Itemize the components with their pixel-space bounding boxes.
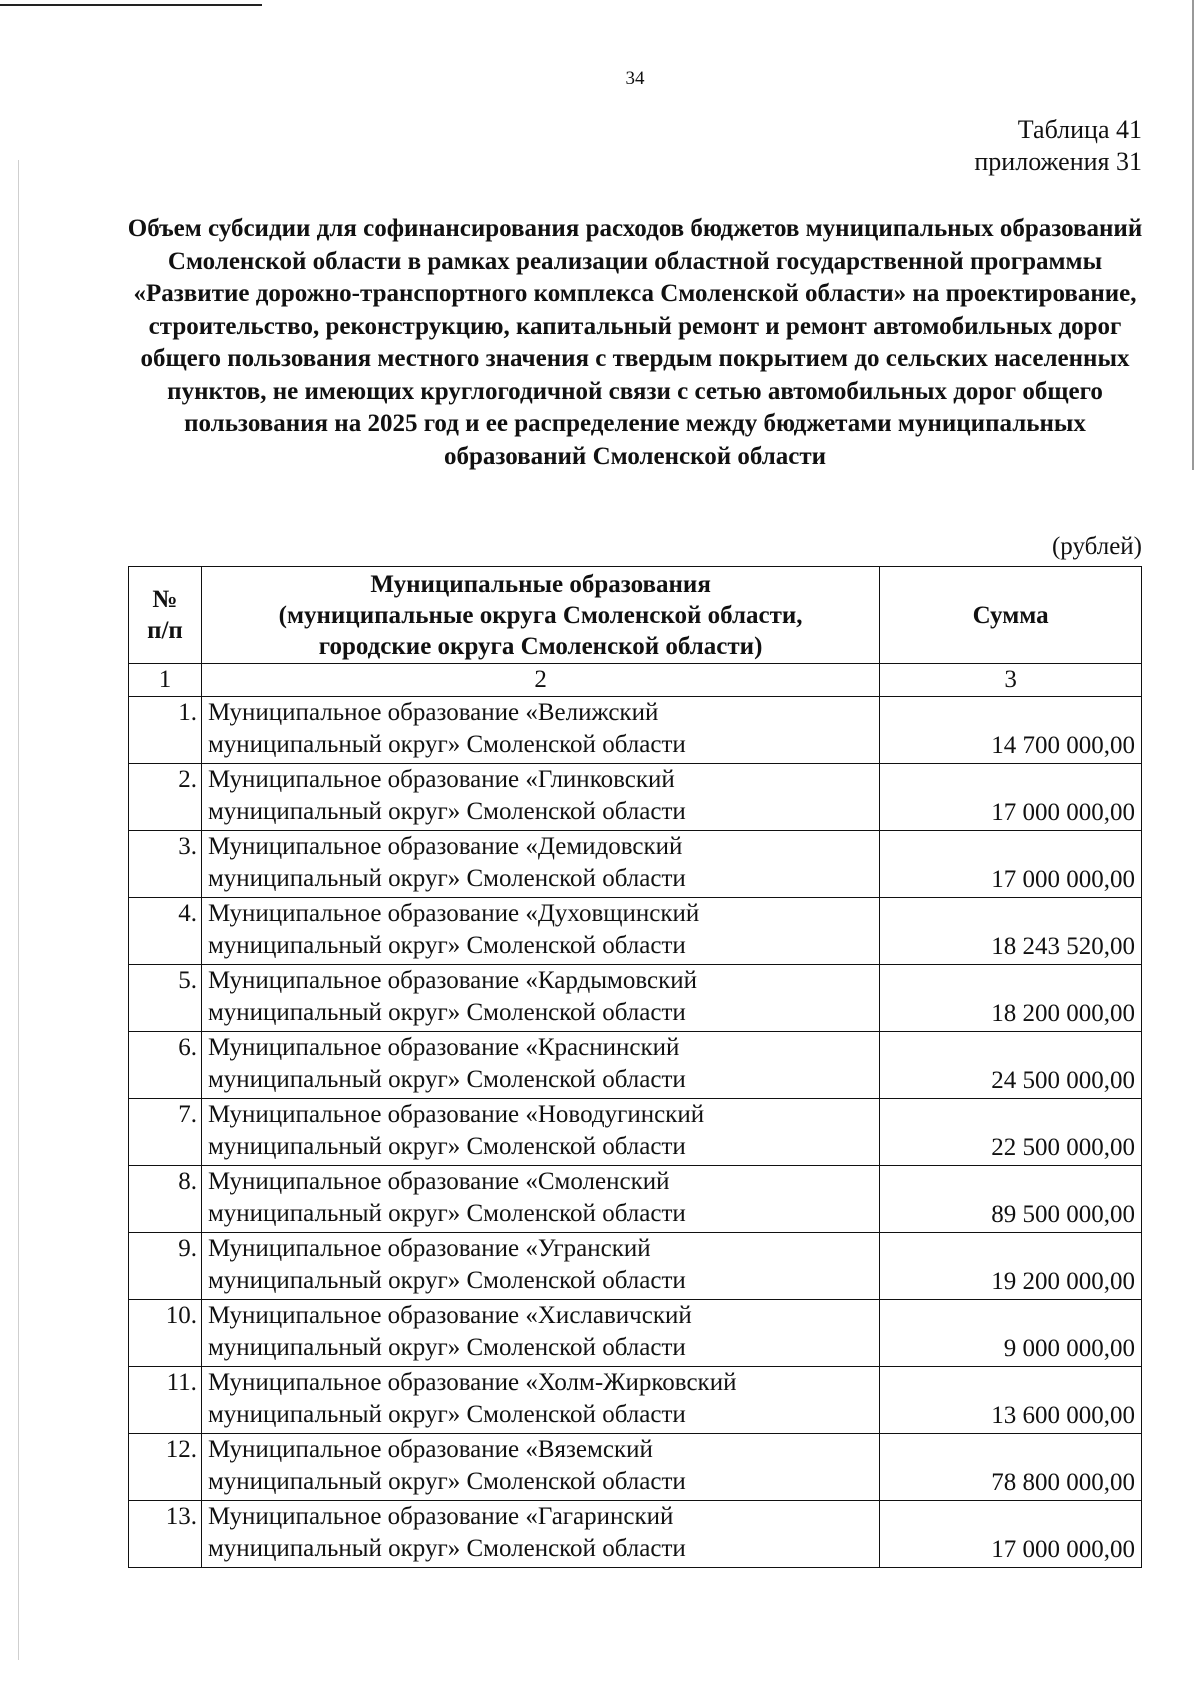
municipality-name-line2: муниципальный округ» Смоленской области xyxy=(207,932,686,959)
column-index-cell: 1 xyxy=(129,664,202,697)
municipality-name-line2: муниципальный округ» Смоленской области xyxy=(207,1267,686,1294)
row-number: 10. xyxy=(129,1300,202,1367)
table-row xyxy=(129,898,1142,965)
units-label: (рублей) xyxy=(1051,533,1142,560)
table-row xyxy=(129,831,1142,898)
municipality-name-line2: муниципальный округ» Смоленской области xyxy=(207,1066,686,1093)
municipality-name xyxy=(201,764,879,831)
municipality-name xyxy=(201,831,879,898)
table-row xyxy=(129,697,1142,764)
subsidy-amount: 18 243 520,00 xyxy=(880,898,1142,965)
row-number: 2. xyxy=(129,764,202,831)
municipality-name-line2: муниципальный округ» Смоленской области xyxy=(207,1200,686,1227)
header-sum: Сумма xyxy=(880,567,1142,664)
table-row xyxy=(129,1367,1142,1434)
subsidy-amount: 19 200 000,00 xyxy=(880,1233,1142,1300)
subsidy-amount: 9 000 000,00 xyxy=(880,1300,1142,1367)
table-row xyxy=(129,1032,1142,1099)
column-index-row xyxy=(129,664,1142,697)
municipality-name xyxy=(201,1434,879,1501)
municipality-name-line2: муниципальный округ» Смоленской области xyxy=(207,1535,686,1562)
subsidy-amount: 17 000 000,00 xyxy=(880,831,1142,898)
municipality-name-line1: Муниципальное образование «Холм-Жирковский xyxy=(207,1369,737,1396)
municipality-name-line1: Муниципальное образование «Краснинский xyxy=(207,1034,680,1061)
row-number: 6. xyxy=(129,1032,202,1099)
column-index-cell: 3 xyxy=(880,664,1142,697)
municipality-name-line1: Муниципальное образование «Вяземский xyxy=(207,1436,653,1463)
scan-edge-mark-top xyxy=(0,4,262,6)
table-row xyxy=(129,764,1142,831)
municipality-name-line1: Муниципальное образование «Глинковский xyxy=(207,766,675,793)
subsidy-table xyxy=(128,566,1142,1568)
header-municipality: Муниципальные образования (муниципальные округа Смоленской области, городские округа Смоленской области) xyxy=(201,567,879,664)
subsidy-amount: 13 600 000,00 xyxy=(880,1367,1142,1434)
table-reference-line1: Таблица 41 xyxy=(1017,115,1142,144)
row-number: 4. xyxy=(129,898,202,965)
municipality-name xyxy=(201,1367,879,1434)
table-header-row xyxy=(129,567,1142,664)
municipality-name xyxy=(201,1099,879,1166)
municipality-name-line1: Муниципальное образование «Угранский xyxy=(207,1235,651,1262)
municipality-name-line2: муниципальный округ» Смоленской области xyxy=(207,1401,686,1428)
table-row xyxy=(129,1233,1142,1300)
subsidy-amount: 89 500 000,00 xyxy=(880,1166,1142,1233)
row-number: 11. xyxy=(129,1367,202,1434)
municipality-name xyxy=(201,1233,879,1300)
table-row xyxy=(129,1501,1142,1568)
row-number: 12. xyxy=(129,1434,202,1501)
row-number: 1. xyxy=(129,697,202,764)
municipality-name xyxy=(201,1501,879,1568)
municipality-name xyxy=(201,1300,879,1367)
subsidy-amount: 14 700 000,00 xyxy=(880,697,1142,764)
municipality-name-line1: Муниципальное образование «Гагаринский xyxy=(207,1503,674,1530)
municipality-name-line1: Муниципальное образование «Демидовский xyxy=(207,833,683,860)
column-index-cell: 2 xyxy=(201,664,879,697)
row-number: 3. xyxy=(129,831,202,898)
subsidy-amount: 18 200 000,00 xyxy=(880,965,1142,1032)
municipality-name-line1: Муниципальное образование «Велижский xyxy=(207,699,659,726)
subsidy-amount: 17 000 000,00 xyxy=(880,1501,1142,1568)
table-row xyxy=(129,1300,1142,1367)
municipality-name-line2: муниципальный округ» Смоленской области xyxy=(207,865,686,892)
municipality-name-line2: муниципальный округ» Смоленской области xyxy=(207,1468,686,1495)
table-reference xyxy=(974,114,1142,178)
row-number: 5. xyxy=(129,965,202,1032)
row-number: 13. xyxy=(129,1501,202,1568)
subsidy-amount: 22 500 000,00 xyxy=(880,1099,1142,1166)
subsidy-amount: 24 500 000,00 xyxy=(880,1032,1142,1099)
row-number: 8. xyxy=(129,1166,202,1233)
row-number: 9. xyxy=(129,1233,202,1300)
table-reference-line2: приложения 31 xyxy=(974,147,1142,176)
municipality-name-line2: муниципальный округ» Смоленской области xyxy=(207,731,686,758)
municipality-name xyxy=(201,965,879,1032)
municipality-name-line1: Муниципальное образование «Духовщинский xyxy=(207,900,700,927)
table-row xyxy=(129,1434,1142,1501)
municipality-name-line1: Муниципальное образование «Смоленский xyxy=(207,1168,670,1195)
row-number: 7. xyxy=(129,1099,202,1166)
table-row xyxy=(129,1099,1142,1166)
scan-edge-mark-left xyxy=(18,160,19,1660)
document-title: Объем субсидии для софинансирования расходов бюджетов муниципальных образований Смоленской области в рамках реализации областной государственной программы «Развитие дорожно-транспортного комплекса Смоленской области» на проектирование, строительство, реконструкцию, капитальный ремонт и ремонт автомобильных дорог общего пользования местного значения с твердым покрытием до сельских населенных пунктов, не имеющих круглогодичной связи с сетью автомобильных дорог общего пользования на 2025 год и ее распределение между бюджетами муниципальных образований Смоленской области xyxy=(127,215,1143,470)
municipality-name-line1: Муниципальное образование «Хиславичский xyxy=(207,1302,692,1329)
page-number: 34 xyxy=(625,68,645,89)
table-row xyxy=(129,965,1142,1032)
municipality-name-line2: муниципальный округ» Смоленской области xyxy=(207,1334,686,1361)
municipality-name-line2: муниципальный округ» Смоленской области xyxy=(207,1133,686,1160)
municipality-name-line2: муниципальный округ» Смоленской области xyxy=(207,798,686,825)
header-number: № п/п xyxy=(129,567,202,664)
municipality-name-line1: Муниципальное образование «Новодугинский xyxy=(207,1101,705,1128)
subsidy-amount: 17 000 000,00 xyxy=(880,764,1142,831)
subsidy-amount: 78 800 000,00 xyxy=(880,1434,1142,1501)
table-row xyxy=(129,1166,1142,1233)
table-body xyxy=(129,697,1142,1568)
municipality-name-line2: муниципальный округ» Смоленской области xyxy=(207,999,686,1026)
municipality-name xyxy=(201,1032,879,1099)
municipality-name-line1: Муниципальное образование «Кардымовский xyxy=(207,967,697,994)
municipality-name xyxy=(201,1166,879,1233)
municipality-name xyxy=(201,898,879,965)
municipality-name xyxy=(201,697,879,764)
